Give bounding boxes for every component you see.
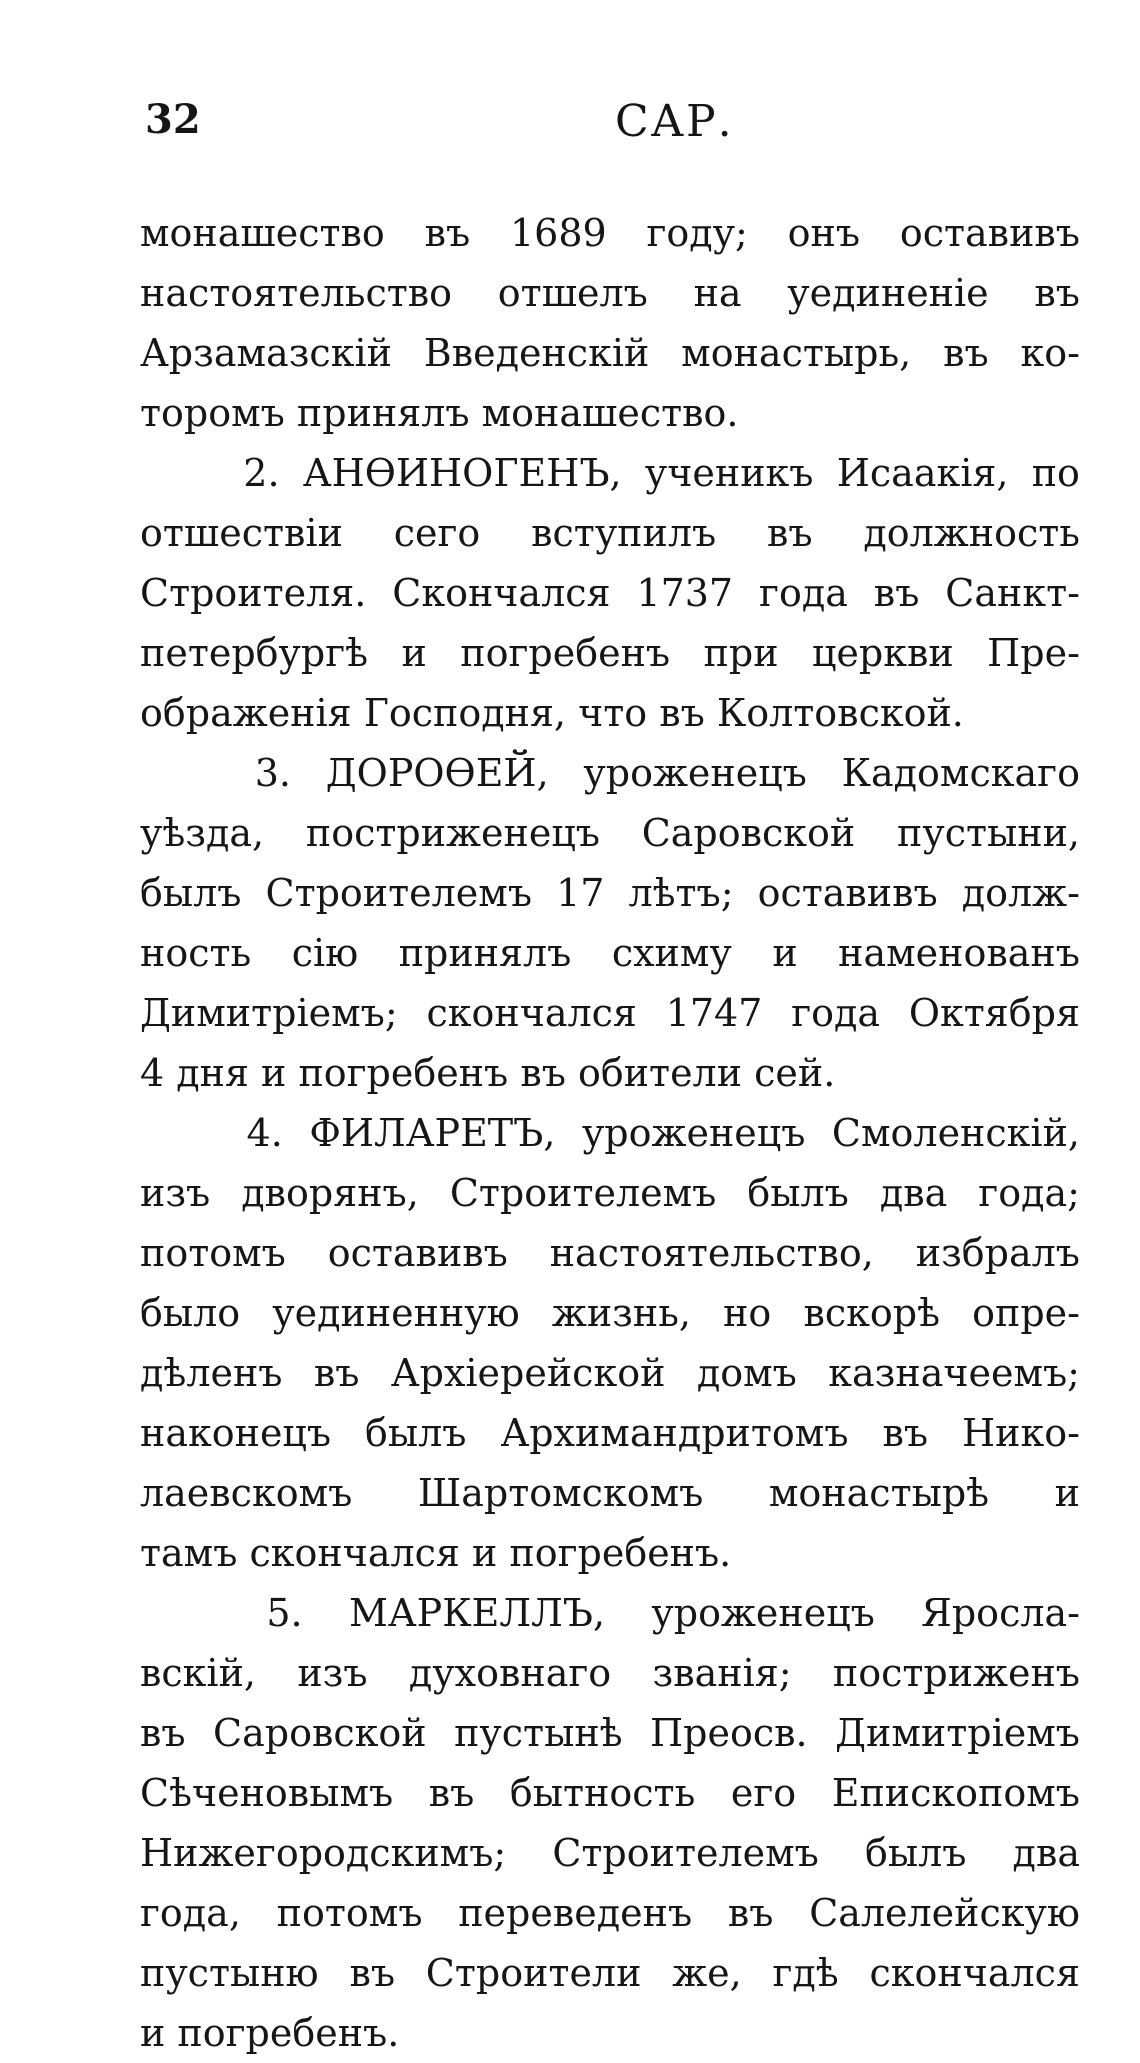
text-line: года, потомъ переведенъ въ Салелейскую xyxy=(140,1891,1080,1935)
text-line: изъ дворянъ, Строителемъ былъ два года; xyxy=(140,1171,1080,1215)
text-line: тамъ скончался и погребенъ. xyxy=(140,1531,732,1575)
text-line: Сѣченовымъ въ бытность его Епископомъ xyxy=(140,1771,1080,1815)
text-line: вскiй, изъ духовнаго званiя; постриженъ xyxy=(140,1651,1080,1695)
running-head: САР. xyxy=(615,96,734,147)
text-line: монашество въ 1689 году; онъ оставивъ xyxy=(140,211,1080,255)
text-line: въ Саровской пустынѣ Преосв. Димитрiемъ xyxy=(140,1711,1080,1755)
text-line: петербургѣ и погребенъ при церкви Пре- xyxy=(140,631,1080,675)
page-header xyxy=(145,96,1080,156)
text-line: ность сiю принялъ схиму и наменованъ xyxy=(140,931,1080,975)
text-line: пустыню въ Строители же, гдѣ скончался xyxy=(140,1951,1080,1995)
text-line: 5. МАРКЕЛЛЪ, уроженецъ Яросла- xyxy=(266,1591,1080,1635)
page-number: 32 xyxy=(145,96,201,143)
text-line: настоятельство отшелъ на уединенiе въ xyxy=(140,271,1080,315)
text-line: былъ Строителемъ 17 лѣтъ; оставивъ долж- xyxy=(140,871,1080,915)
text-line: Димитрiемъ; скончался 1747 года Октября xyxy=(140,991,1080,1035)
text-line: Строителя. Скончался 1737 года въ Санкт- xyxy=(140,571,1080,615)
text-line: 4 дня и погребенъ въ обители сей. xyxy=(140,1051,836,1095)
text-line: уѣзда, постриженецъ Саровской пустыни, xyxy=(140,811,1080,855)
text-line: и погребенъ. xyxy=(140,2011,400,2055)
text-line: потомъ оставивъ настоятельство, избралъ xyxy=(140,1231,1080,1275)
text-line: 4. ФИЛАРЕТЪ, уроженецъ Смоленскiй, xyxy=(246,1111,1080,1155)
text-line: 3. ДОРОѲЕЙ, уроженецъ Кадомскаго xyxy=(254,751,1080,795)
text-line: ображенiя Господня, что въ Колтовской. xyxy=(140,691,964,735)
text-line: Арзамазскiй Введенскiй монастырь, въ ко- xyxy=(140,331,1080,375)
text-line: наконецъ былъ Архимандритомъ въ Нико- xyxy=(140,1411,1080,1455)
text-line: 2. АНѲИНОГЕНЪ, ученикъ Исаакiя, по xyxy=(243,451,1080,495)
text-line: было уединенную жизнь, но вскорѣ опре- xyxy=(140,1291,1080,1335)
text-line: Нижегородскимъ; Строителемъ былъ два xyxy=(140,1831,1080,1875)
text-line: дѣленъ въ Архiерейской домъ казначеемъ; xyxy=(140,1351,1080,1395)
text-line: торомъ принялъ монашество. xyxy=(140,391,739,435)
body-text xyxy=(140,203,1080,2063)
text-line: отшествiи сего вступилъ въ должность xyxy=(140,511,1080,555)
text-line: лаевскомъ Шартомскомъ монастырѣ и xyxy=(140,1471,1080,1515)
